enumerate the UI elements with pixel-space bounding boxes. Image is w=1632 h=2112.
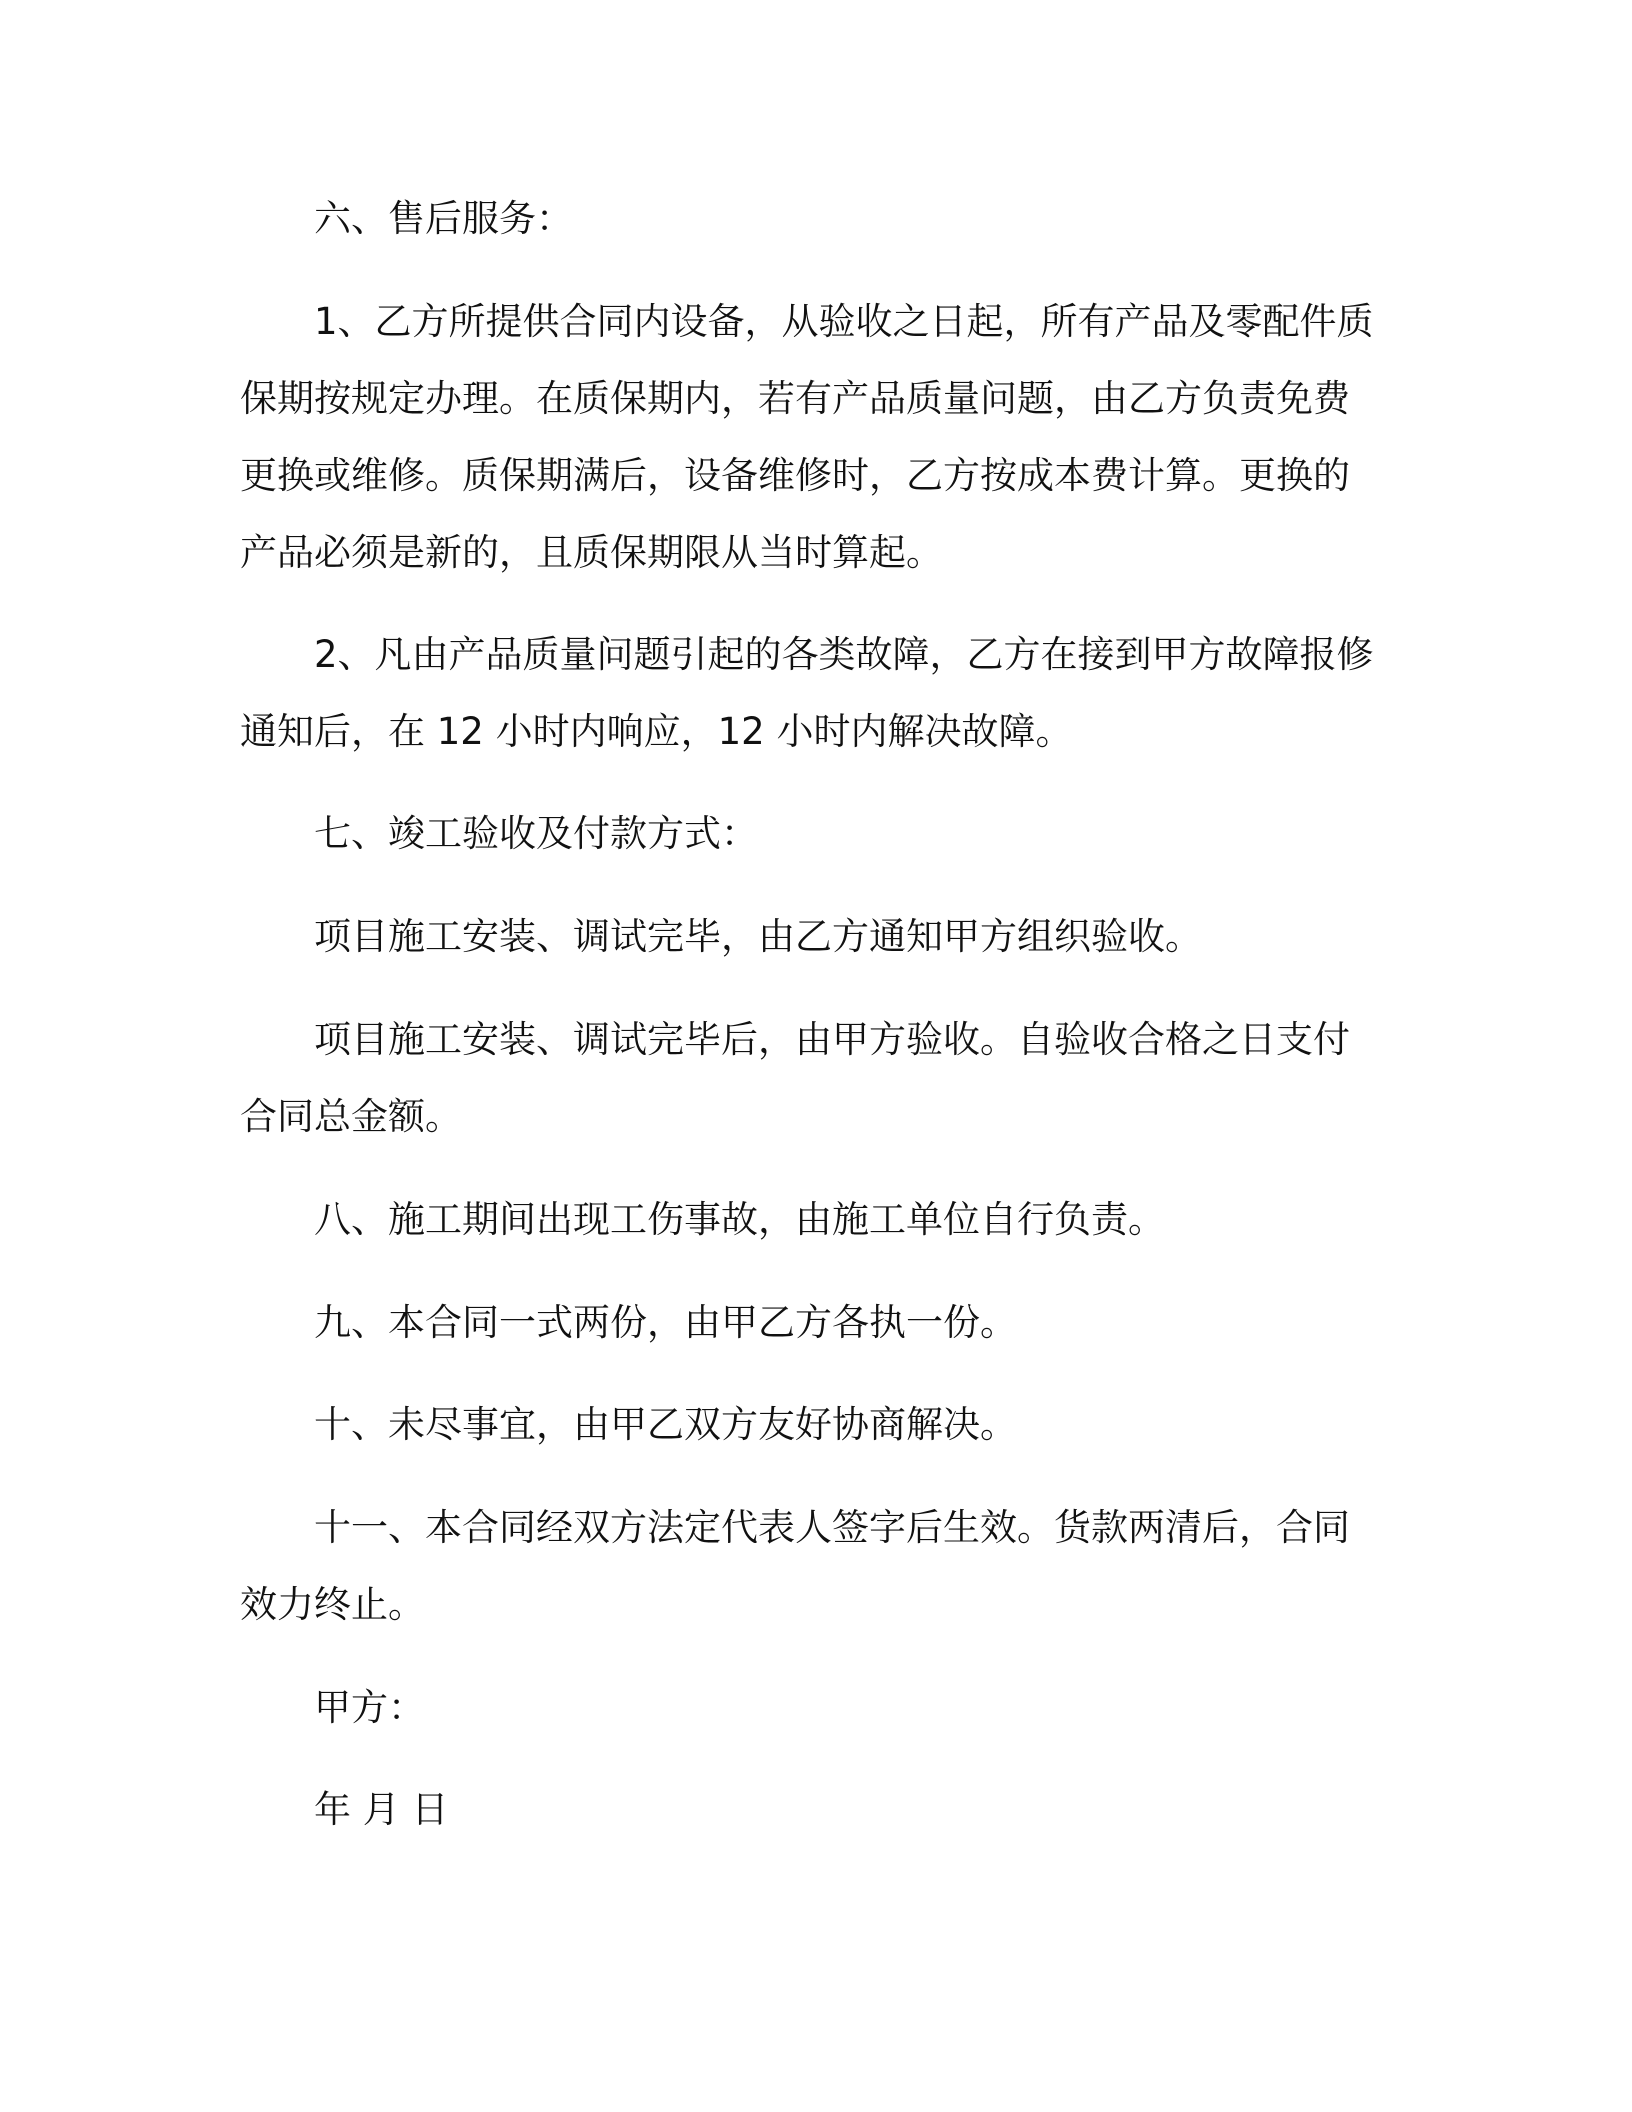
- section-eight-paragraph: 八、施工期间出现工伤事故，由施工单位自行负责。: [314, 1198, 1165, 1241]
- section-six-heading: 六、售后服务：: [314, 197, 573, 240]
- section-nine-paragraph: 九、本合同一式两份，由甲乙方各执一份。: [314, 1301, 1017, 1344]
- acceptance-paragraph-2: 项目施工安装、调试完毕后，由甲方验收。自验收合格之日支付合同总金额。: [240, 1018, 1350, 1138]
- date-line: 年 月 日: [314, 1788, 449, 1831]
- section-eleven-paragraph: 十一、本合同经双方法定代表人签字后生效。货款两清后，合同效力终止。: [240, 1506, 1350, 1626]
- section-seven-heading: 七、竣工验收及付款方式：: [314, 812, 758, 855]
- clause-6-1-paragraph: 1、乙方所提供合同内设备，从验收之日起，所有产品及零配件质保期按规定办理。在质保期内，若有产品质量问题，由乙方负责免费更换或维修。质保期满后，设备维修时，乙方按成本费计算。更换的产品必须是新的，且质保期限从当时算起。: [240, 300, 1374, 574]
- acceptance-paragraph-1: 项目施工安装、调试完毕，由乙方通知甲方组织验收。: [314, 915, 1202, 958]
- party-a-label: 甲方：: [314, 1686, 425, 1729]
- section-ten-paragraph: 十、未尽事宜，由甲乙双方友好协商解决。: [314, 1403, 1017, 1446]
- clause-6-2-paragraph: 2、凡由产品质量问题引起的各类故障，乙方在接到甲方故障报修通知后，在 12 小时内响应，12 小时内解决故障。: [240, 633, 1374, 753]
